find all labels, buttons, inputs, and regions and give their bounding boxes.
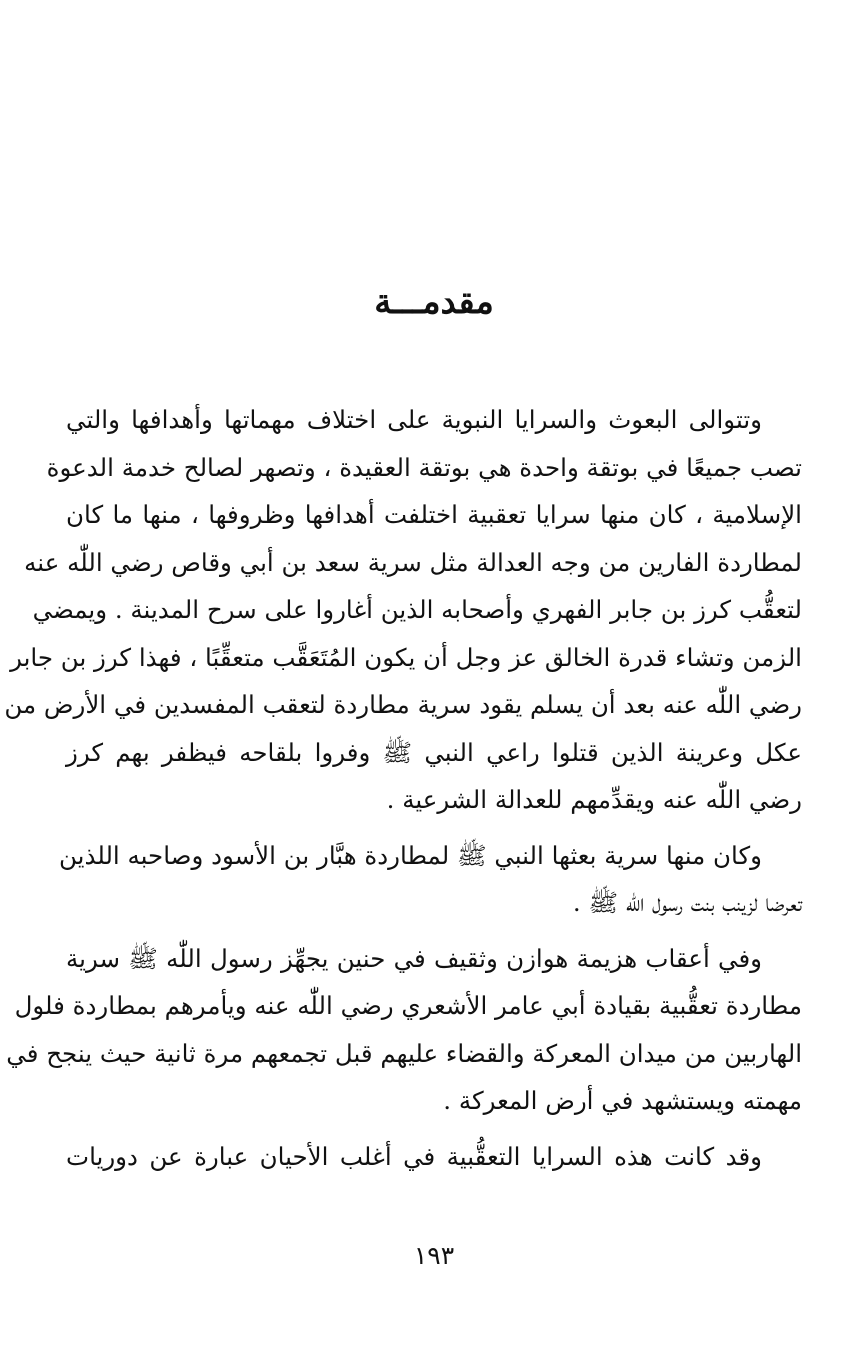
text-line: لتعقُّب كرز بن جابر الفهري وأصحابه الذين أغاروا على سرح المدينة . ويمضي [32,595,802,624]
text-line: تصب جميعًا في بوتقة واحدة هي بوتقة العقيدة ، وتصهر لصالح خدمة الدعوة [46,452,802,482]
text-line: الهاربين من ميدان المعركة والقضاء عليهم قبل تجمعهم مرة ثانية حيث ينجح في [6,1038,802,1068]
text-line: لمطاردة الفارين من وجه العدالة مثل سرية سعد بن أبي وقاص رضي اللّٰه عنه [24,547,802,577]
text-line: رضي اللّٰه عنه ويقدِّمهم للعدالة الشرعية . [386,785,802,814]
text-line: عكل وعرينة الذين قتلوا راعي النبي ﷺ وفروا بلقاحه فيظفر بهم كرز [66,737,802,767]
text-line: وكان منها سرية بعثها النبي ﷺ لمطاردة هبَّار بن الأسود وصاحبه اللذين [59,840,762,870]
page-number: ١٩٣ [413,1241,455,1270]
text-line: مطاردة تعقُّبية بقيادة أبي عامر الأشعري رضي اللّٰه عنه ويأمرهم بمطاردة فلول [14,991,802,1020]
text-line: رضي اللّٰه عنه بعد أن يسلم يقود سرية مطاردة لتعقب المفسدين في الأرض من [4,690,802,719]
text-line: الزمن وتشاء قدرة الخالق عز وجل أن يكون المُتَعَقَّب متعقِّبًا ، فهذا كرز بن جابر [10,642,802,672]
paragraph-4 [66,1133,802,1181]
text-line: وفي أعقاب هزيمة هوازن وثقيف في حنين يجهِّز رسول اللّٰه ﷺ سرية [66,943,762,973]
text-line: وتتوالى البعوث والسرايا النبوية على اختلاف مهماتها وأهدافها والتي [66,405,762,434]
text-line: تعرضا لزينب بنت رسول اللّٰه ﷺ . [572,888,802,917]
text-line: مهمته ويستشهد في أرض المعركة . [443,1086,802,1115]
page-title: مقدمـــة [374,282,494,322]
text-line: الإسلامية ، كان منها سرايا تعقبية اختلفت أهدافها وظروفها ، منها ما كان [66,500,802,529]
text-line: وقد كانت هذه السرايا التعقُّبية في أغلب الأحيان عبارة عن دوريات [66,1141,762,1171]
paragraph-2 [59,832,802,927]
page-body [4,396,802,1180]
paragraph-3 [6,935,802,1125]
paragraph-1 [4,396,802,824]
